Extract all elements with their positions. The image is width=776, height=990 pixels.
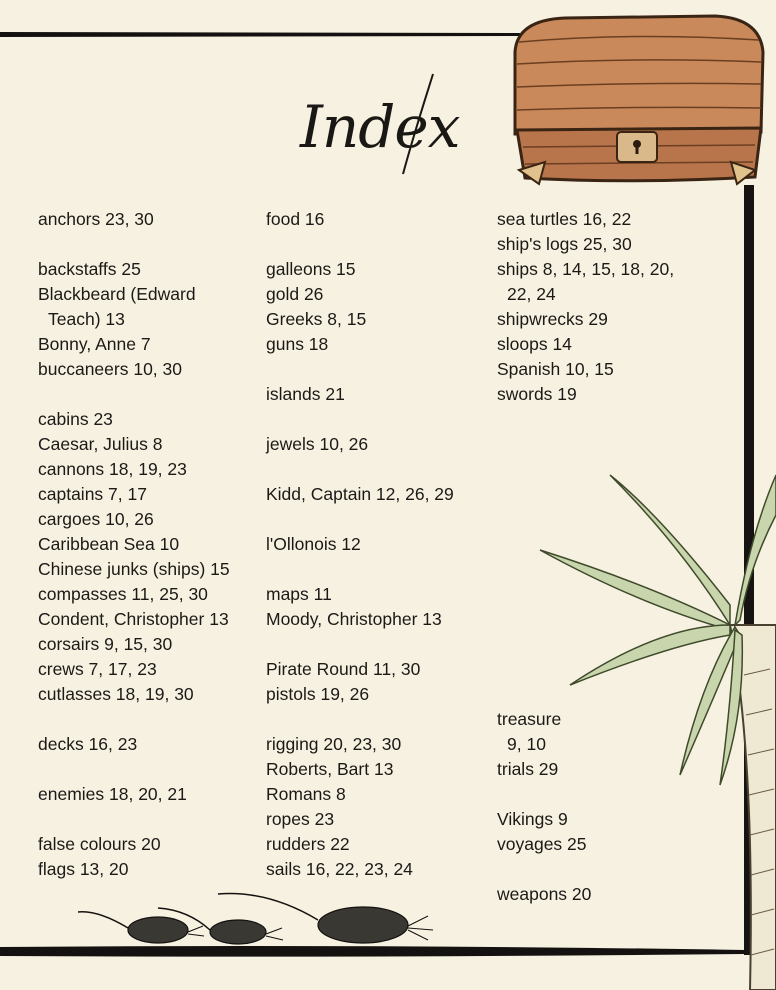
index-entry: swords 19 (497, 384, 577, 404)
index-spacer (266, 707, 496, 732)
index-entry: gold 26 (266, 284, 324, 304)
index-spacer (266, 407, 496, 432)
top-rule (0, 30, 530, 38)
index-entry: Greeks 8, 15 (266, 309, 367, 329)
index-entry: l'Ollonois 12 (266, 534, 361, 554)
index-entry: cutlasses 18, 19, 30 (38, 684, 194, 704)
index-spacer (266, 632, 496, 657)
index-entry: decks 16, 23 (38, 734, 138, 754)
index-entry: islands 21 (266, 384, 345, 404)
index-entry: ship's logs 25, 30 (497, 234, 632, 254)
index-entry: sloops 14 (497, 334, 572, 354)
index-entry: rigging 20, 23, 30 (266, 734, 402, 754)
index-spacer (497, 657, 727, 682)
index-column-1 (38, 207, 263, 882)
index-entry: crews 7, 17, 23 (38, 659, 157, 679)
index-spacer (38, 757, 263, 782)
index-column-3 (497, 207, 727, 907)
index-spacer (38, 707, 263, 732)
index-entry: captains 7, 17 (38, 484, 147, 504)
index-spacer (266, 457, 496, 482)
index-spacer (266, 357, 496, 382)
index-entry: trials 29 (497, 759, 559, 779)
index-entry: compasses 11, 25, 30 (38, 584, 208, 604)
index-spacer (38, 807, 263, 832)
index-spacer (497, 857, 727, 882)
treasure-chest-illustration (505, 12, 770, 192)
index-spacer (497, 507, 727, 532)
index-entry: galleons 15 (266, 259, 356, 279)
index-entry: pistols 19, 26 (266, 684, 370, 704)
index-entry: false colours 20 (38, 834, 161, 854)
index-entry: backstaffs 25 (38, 259, 141, 279)
index-entry: ships 8, 14, 15, 18, 20, (497, 259, 675, 279)
index-entry: anchors 23, 30 (38, 209, 154, 229)
index-entry: food 16 (266, 209, 325, 229)
index-column-2 (266, 207, 496, 882)
index-entry: Moody, Christopher 13 (266, 609, 442, 629)
index-spacer (497, 407, 727, 432)
index-spacer (497, 582, 727, 607)
index-spacer (266, 557, 496, 582)
index-entry: Roberts, Bart 13 (266, 759, 394, 779)
index-entry: Chinese junks (ships) 15 (38, 559, 230, 579)
index-entry: sea turtles 16, 22 (497, 209, 632, 229)
index-spacer (497, 782, 727, 807)
index-entry: Vikings 9 (497, 809, 568, 829)
index-spacer (266, 232, 496, 257)
title-flourish-icon (395, 70, 455, 180)
bottom-rule (0, 944, 745, 958)
index-spacer (497, 682, 727, 707)
index-entry: sails 16, 22, 23, 24 (266, 859, 413, 879)
index-entry: Bonny, Anne 7 (38, 334, 151, 354)
index-entry: guns 18 (266, 334, 329, 354)
index-entry: flags 13, 20 (38, 859, 129, 879)
index-entry: Blackbeard (Edward (38, 284, 196, 304)
index-spacer (38, 382, 263, 407)
index-entry: cannons 18, 19, 23 (38, 459, 187, 479)
index-entry: 22, 24 (507, 284, 556, 304)
index-entry: ropes 23 (266, 809, 335, 829)
index-entry: maps 11 (266, 584, 332, 604)
index-entry: Spanish 10, 15 (497, 359, 614, 379)
index-entry: Pirate Round 11, 30 (266, 659, 421, 679)
index-spacer (497, 557, 727, 582)
index-entry: cabins 23 (38, 409, 113, 429)
index-entry: 9, 10 (507, 734, 546, 754)
page-title: Index (300, 93, 460, 161)
index-entry: Teach) 13 (48, 309, 125, 329)
index-spacer (497, 632, 727, 657)
index-entry: voyages 25 (497, 834, 587, 854)
index-entry: corsairs 9, 15, 30 (38, 634, 173, 654)
index-spacer (266, 507, 496, 532)
index-spacer (497, 482, 727, 507)
index-entry: shipwrecks 29 (497, 309, 608, 329)
index-entry: treasure (497, 709, 562, 729)
index-spacer (497, 532, 727, 557)
index-entry: Romans 8 (266, 784, 346, 804)
index-entry: Condent, Christopher 13 (38, 609, 229, 629)
index-entry: jewels 10, 26 (266, 434, 369, 454)
index-spacer (497, 607, 727, 632)
index-spacer (38, 232, 263, 257)
index-spacer (497, 457, 727, 482)
index-entry: Kidd, Captain 12, 26, 29 (266, 484, 454, 504)
index-entry: buccaneers 10, 30 (38, 359, 182, 379)
index-spacer (497, 432, 727, 457)
index-entry: Caribbean Sea 10 (38, 534, 180, 554)
index-entry: enemies 18, 20, 21 (38, 784, 187, 804)
index-entry: Caesar, Julius 8 (38, 434, 163, 454)
index-entry: cargoes 10, 26 (38, 509, 154, 529)
index-entry: weapons 20 (497, 884, 592, 904)
index-entry: rudders 22 (266, 834, 350, 854)
